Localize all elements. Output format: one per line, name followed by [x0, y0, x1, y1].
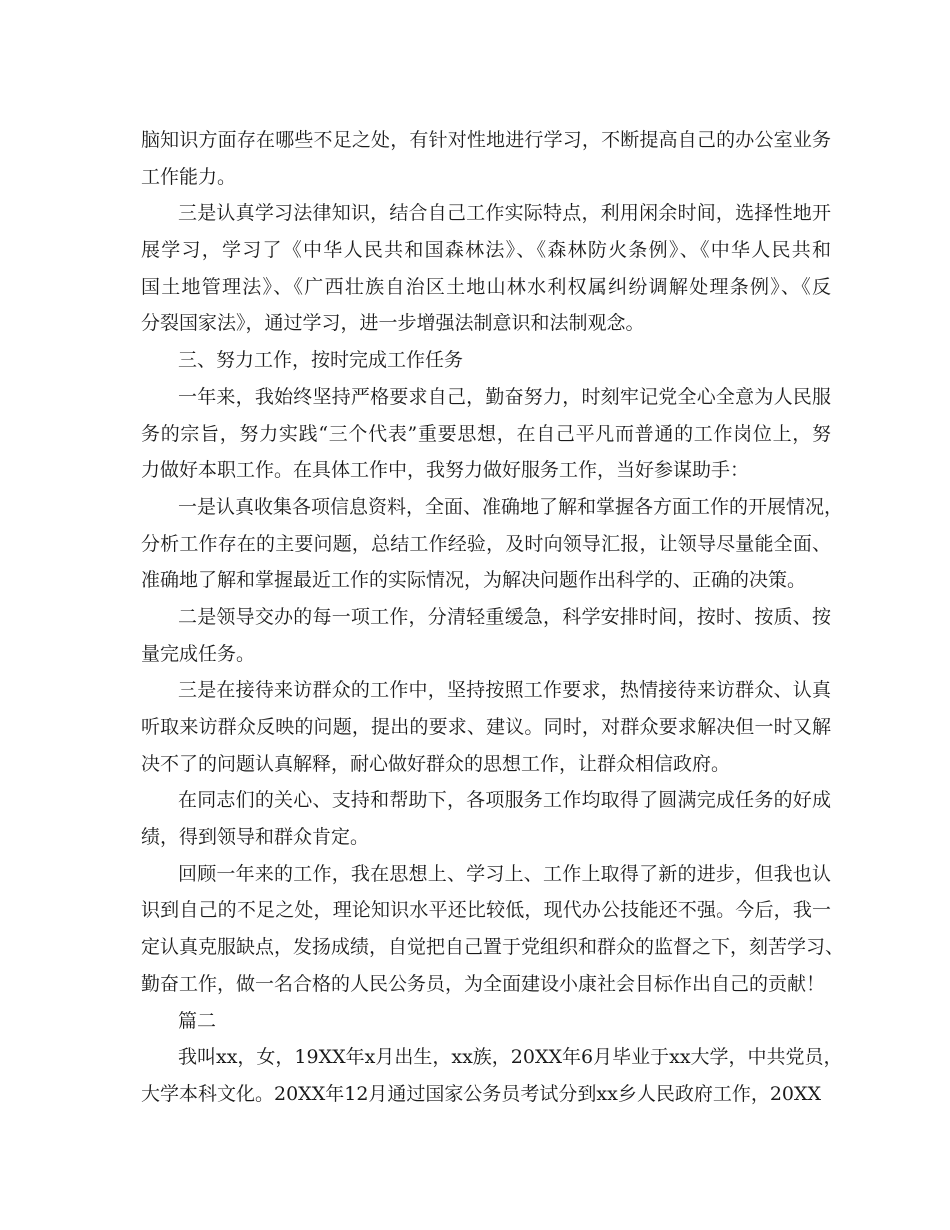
- text-line: 分裂国家法》，通过学习，进一步增强法制意识和法制观念。: [141, 312, 645, 335]
- text-line: 二是领导交办的每一项工作，分清轻重缓急，科学安排时间，按时、按质、按: [178, 605, 831, 628]
- text-line: 勤奋工作，做一名合格的人民公务员，为全面建设小康社会目标作出自己的贡献！: [141, 972, 826, 995]
- text-line: 脑知识方面存在哪些不足之处，有针对性地进行学习，不断提高自己的办公室业务: [141, 129, 831, 151]
- text-line: 回顾一年来的工作，我在思想上、学习上、工作上取得了新的进步，但我也认: [178, 862, 831, 885]
- text-line: 工作能力。: [141, 165, 237, 188]
- text-line: 国土地管理法》、《广西壮族自治区土地山林水利权属纠纷调解处理条例》、《反: [141, 275, 831, 298]
- section-heading: 篇二: [178, 1009, 217, 1032]
- text-line: 务的宗旨，努力实践“三个代表”重要思想，在自己平凡而普通的工作岗位上，努: [141, 422, 831, 445]
- text-line: 绩，得到领导和群众肯定。: [141, 826, 370, 849]
- section-heading: 三、努力工作，按时完成工作任务: [178, 349, 464, 372]
- text-line: 一是认真收集各项信息资料，全面、准确地了解和掌握各方面工作的开展情况，: [178, 495, 844, 518]
- text-line: 一年来，我始终坚持严格要求自己，勤奋努力，时刻牢记党全心全意为人民服: [178, 385, 831, 408]
- text-line: 量完成任务。: [141, 642, 256, 665]
- text-line: 准确地了解和掌握最近工作的实际情况，为解决问题作出科学的、正确的决策。: [141, 569, 807, 592]
- text-line: 在同志们的关心、支持和帮助下，各项服务工作均取得了圆满完成任务的好成: [178, 789, 831, 812]
- text-line: 三是认真学习法律知识，结合自己工作实际特点，利用闲余时间，选择性地开: [178, 202, 831, 225]
- text-line: 展学习，学习了《中华人民共和国森林法》、《森林防火条例》、《中华人民共和: [141, 239, 831, 262]
- document-body: [141, 122, 845, 1113]
- text-line: 决不了的问题认真解释，耐心做好群众的思想工作，让群众相信政府。: [141, 752, 731, 775]
- text-line: 定认真克服缺点，发扬成绩，自觉把自己置于党组织和群众的监督之下，刻苦学习、: [141, 936, 845, 959]
- text-line: 分析工作存在的主要问题，总结工作经验，及时向领导汇报，让领导尽量能全面、: [141, 532, 831, 555]
- text-line: 我叫xx，女，19XX年x月出生，xx族，20XX年6月毕业于xx大学，中共党员，: [178, 1046, 843, 1069]
- text-line: 听取来访群众反映的问题，提出的要求、建议。同时，对群众要求解决但一时又解: [141, 716, 831, 738]
- text-line: 大学本科文化。20XX年12月通过国家公务员考试分到xx乡人民政府工作，20XX: [141, 1082, 822, 1105]
- text-line: 识到自己的不足之处，理论知识水平还比较低，现代办公技能还不强。今后，我一: [141, 899, 831, 922]
- text-line: 力做好本职工作。在具体工作中，我努力做好服务工作，当好参谋助手：: [141, 459, 750, 482]
- text-line: 三是在接待来访群众的工作中，坚持按照工作要求，热情接待来访群众、认真: [178, 679, 831, 702]
